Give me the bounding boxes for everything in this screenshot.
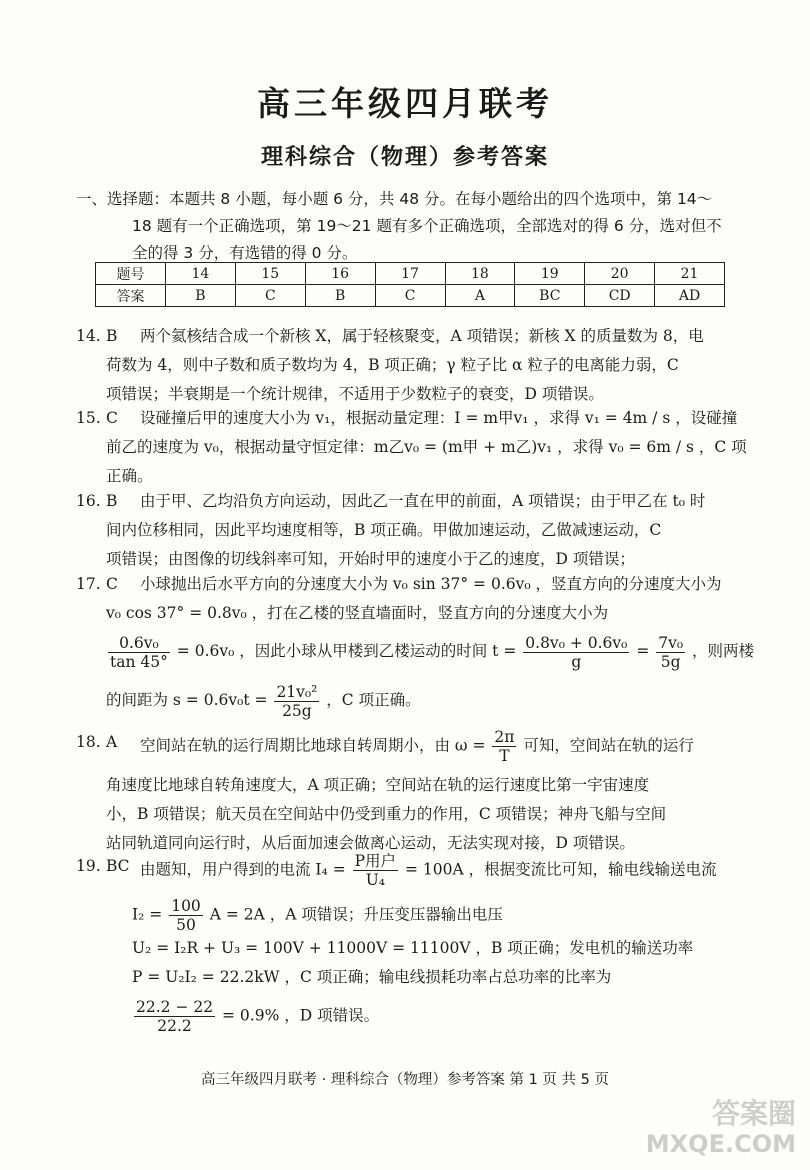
explanation-line: 站同轨道同向运行时，从后面加速会做离心运动，无法实现对接，D 项错误。	[106, 834, 635, 852]
text-run: I₂ =	[132, 905, 163, 924]
fraction	[108, 634, 170, 671]
denominator: 25g	[282, 701, 312, 720]
numerator: 100	[171, 897, 201, 915]
table-cell: BC	[515, 285, 585, 307]
text-run: 由题知，用户得到的电流 I₄ =	[140, 860, 346, 879]
question-number: 18.	[76, 733, 101, 751]
numerator: 0.8v₀ + 0.6v₀	[525, 633, 628, 652]
row-label: 答案	[96, 285, 166, 307]
explanation-line: 设碰撞后甲的速度大小为 v₁，根据动量定理：I = m甲v₁ ，求得 v₁ = 4m / s ，设碰撞	[140, 409, 738, 427]
fraction	[492, 728, 516, 765]
question-answer-key: A	[106, 733, 118, 751]
text-run: = 0.9% ，D 项错误。	[222, 1006, 380, 1025]
question-19	[76, 852, 726, 1035]
explanation-line	[76, 628, 755, 674]
question-number: 19.	[76, 857, 101, 875]
denominator: T	[499, 747, 510, 765]
fraction	[353, 852, 398, 889]
question-answer-key: C	[106, 575, 118, 593]
table-cell: B	[166, 285, 236, 307]
fraction	[169, 897, 203, 934]
explanation-line	[76, 728, 726, 765]
table-cell: AD	[655, 285, 725, 307]
explanation-line	[76, 998, 726, 1035]
table-cell: CD	[585, 285, 655, 307]
text-run: A = 2A ，A 项错误；升压变压器输出电压	[209, 905, 503, 924]
numerator: 21v₀²	[276, 682, 318, 701]
table-cell: 21	[655, 263, 725, 285]
explanation-line: 项错误；半衰期是一个统计规律，不适用于少数粒子的衰变，D 项错误。	[106, 385, 604, 403]
explanation-line: 两个氦核结合成一个新核 X，属于轻核聚变，A 项错误；新核 X 的质量数为 8，电	[140, 327, 704, 345]
table-cell: 15	[235, 263, 305, 285]
table-cell: 14	[166, 263, 236, 285]
table-cell: 17	[375, 263, 445, 285]
watermark-logo	[646, 1092, 796, 1164]
page-title: 高三年级四月联考	[257, 84, 553, 123]
question-18	[76, 728, 726, 858]
denominator: 5g	[660, 652, 681, 671]
numerator: P用户	[354, 852, 397, 870]
question-answer-key: B	[106, 492, 118, 510]
explanation-line	[76, 674, 726, 726]
answer-table	[95, 262, 725, 307]
instruction-line: 18 题有一个正确选项，第 19～21 题有多个正确选项，全部选对的得 6 分，选对但不	[132, 217, 722, 235]
question-16	[76, 487, 726, 574]
explanation-line: 小球抛出后水平方向的分速度大小为 v₀ sin 37° = 0.6v₀ ，竖直方向的分速度大小为	[140, 575, 722, 593]
table-cell: B	[305, 285, 375, 307]
table-row	[96, 285, 725, 307]
explanation-line: 前乙的速度为 v₀，根据动量守恒定律：m乙v₀ = (m甲 + m乙)v₁ ，求得 v₀ = 6m / s ，C 项	[106, 438, 747, 456]
table-cell: 20	[585, 263, 655, 285]
text-run: = 0.6v₀ ，因此小球从甲楼到乙楼运动的时间 t =	[176, 642, 517, 660]
denominator: 50	[176, 916, 196, 934]
table-cell: 16	[305, 263, 375, 285]
explanation-line: 小，B 项错误；航天员在空间站中仍受到重力的作用，C 项错误；神舟飞船与空间	[106, 805, 667, 823]
numerator: 22.2 − 22	[136, 998, 214, 1016]
explanation-line: U₂ = I₂R + U₃ = 100V + 11000V = 11100V ，B 项正确；发电机的输送功率	[132, 939, 694, 957]
instruction-line: 全的得 3 分，有选错的得 0 分。	[132, 244, 358, 262]
question-answer-key: B	[106, 327, 118, 345]
question-number: 17.	[76, 575, 101, 593]
numerator: 0.6v₀	[108, 634, 170, 653]
question-14	[76, 322, 726, 409]
watermark-text: MXQE.COM	[645, 1130, 796, 1158]
text-run: ，C 项正确。	[326, 691, 421, 709]
row-label: 题号	[96, 263, 166, 285]
table-row	[96, 263, 725, 285]
explanation-line: 正确。	[106, 467, 153, 485]
table-cell: 18	[445, 263, 515, 285]
table-cell: C	[235, 285, 305, 307]
fraction	[523, 634, 629, 671]
text-run: 的间距为 s = 0.6v₀t =	[106, 691, 268, 709]
explanation-line	[76, 852, 726, 889]
explanation-line: 项错误；由图像的切线斜率可知，开始时甲的速度小于乙的速度，D 项错误；	[106, 550, 635, 568]
question-number: 14.	[76, 327, 101, 345]
fraction	[274, 683, 319, 720]
section-instructions	[76, 186, 726, 267]
explanation-line: 角速度比地球自转角速度大，A 项正确；空间站在轨的运行速度比第一宇宙速度	[106, 776, 650, 794]
question-number: 15.	[76, 409, 101, 427]
explanation-line: 荷数为 4，则中子数和质子数均为 4，B 项正确；γ 粒子比 α 粒子的电离能力弱，C	[106, 356, 679, 374]
denominator: tan 45°	[110, 652, 168, 671]
explanation-line: v₀ cos 37° = 0.8v₀ ，打在乙楼的竖直墙面时，竖直方向的分速度大小为	[106, 604, 609, 622]
question-answer-key: BC	[106, 857, 130, 875]
page-footer: 高三年级四月联考 · 理科综合（物理）参考答案 第 1 页 共 5 页	[201, 1072, 609, 1088]
text-run: 可知，空间站在轨的运行	[523, 736, 694, 755]
text-run: =	[636, 642, 650, 660]
explanation-line: 由于甲、乙均沿负方向运动，因此乙一直在甲的前面，A 项错误；由于甲乙在 t₀ 时	[140, 492, 706, 510]
table-cell: A	[445, 285, 515, 307]
fraction	[134, 998, 215, 1035]
explanation-line: P = U₂I₂ = 22.2kW ，C 项正确；输电线损耗功率占总功率的比率为	[132, 968, 612, 986]
table-cell: C	[375, 285, 445, 307]
question-15	[76, 404, 747, 491]
table-cell: 19	[515, 263, 585, 285]
denominator: U₄	[365, 871, 385, 889]
page-subtitle: 理科综合（物理）参考答案	[260, 145, 549, 170]
question-answer-key: C	[106, 409, 118, 427]
explanation-line: 间内位移相同，因此平均速度相等，B 项正确。甲做加速运动，乙做减速运动，C	[106, 521, 662, 539]
fraction	[656, 634, 685, 671]
text-run: ，则两楼	[692, 642, 755, 660]
watermark-text: 答案圈	[711, 1097, 796, 1130]
instruction-line: 一、选择题：本题共 8 小题，每小题 6 分，共 48 分。在每小题给出的四个选项中，第 14～	[76, 190, 713, 208]
text-run: 空间站在轨的运行周期比地球自转周期小，由 ω =	[140, 736, 486, 755]
text-run: = 100A ，根据变流比可知，输电线输送电流	[405, 860, 717, 879]
denominator: 22.2	[157, 1017, 192, 1035]
denominator: g	[571, 652, 582, 671]
question-17	[76, 570, 755, 726]
numerator: 2π	[494, 728, 515, 746]
numerator: 7v₀	[658, 633, 684, 652]
question-number: 16.	[76, 492, 101, 510]
explanation-line	[76, 897, 726, 934]
